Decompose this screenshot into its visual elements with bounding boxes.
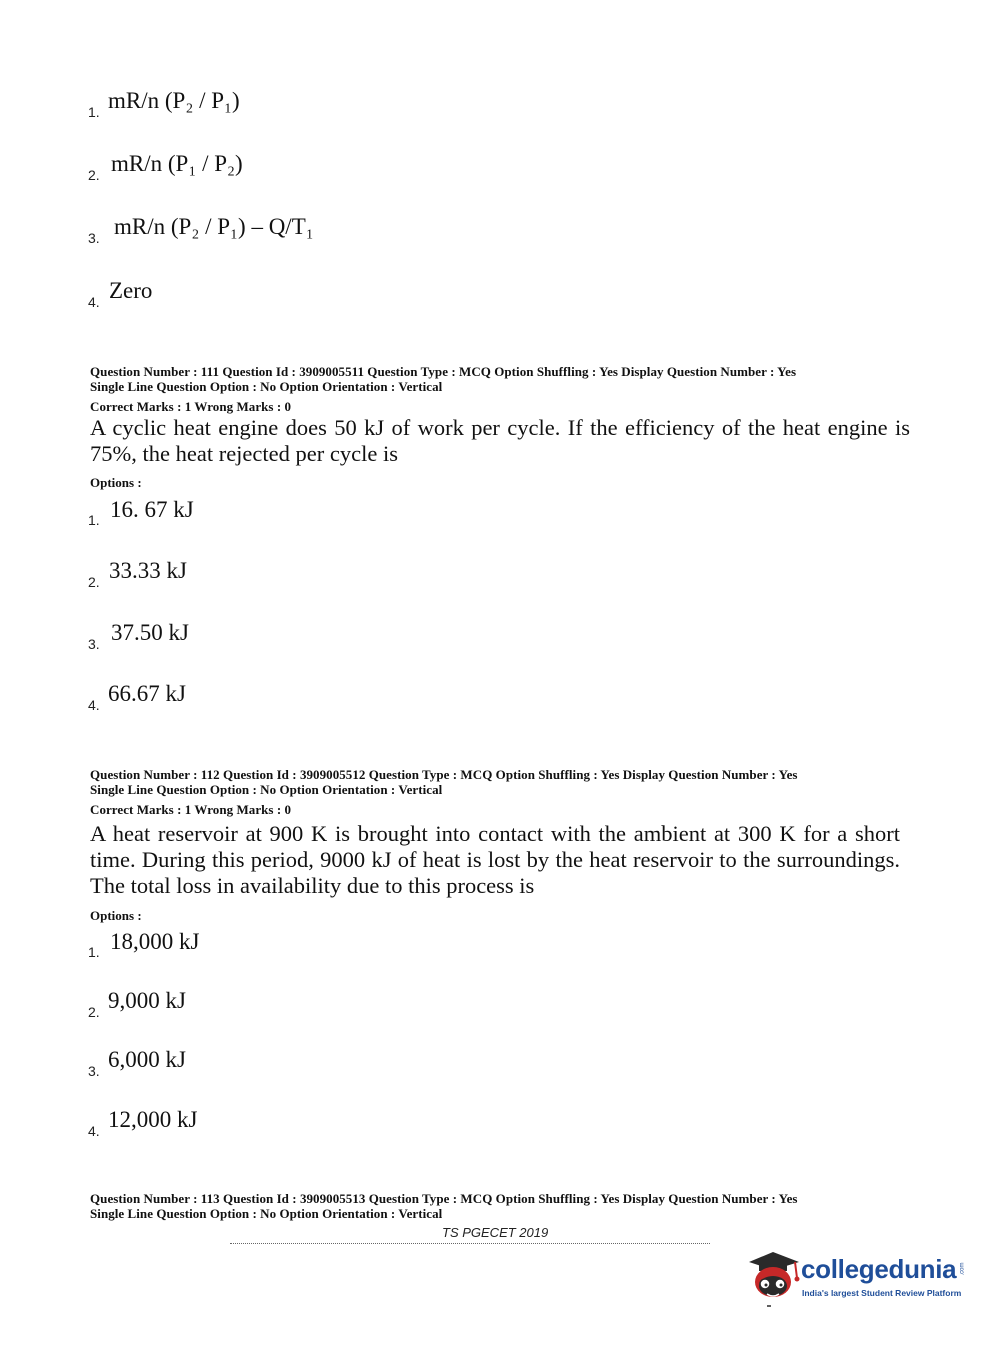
logo-tagline: India's largest Student Review Platform [802, 1288, 962, 1298]
option-number: 1. [88, 512, 100, 528]
question-meta-line1: Question Number : 112 Question Id : 3909005512 Question Type : MCQ Option Shuffling : Yes Display Question Number : Yes [90, 767, 798, 782]
option-number: 4. [88, 294, 100, 310]
option-text: 9,000 kJ [108, 988, 186, 1013]
option-text: mR/n (P₁ / P₂) [111, 151, 243, 176]
option-number: 3. [88, 636, 100, 652]
question-text: A cyclic heat engine does 50 kJ of work per cycle. If the efficiency of the heat engine is 75%, the heat rejected per cycle is [90, 415, 910, 466]
option-text: 16. 67 kJ [110, 497, 194, 522]
logo-wordmark: collegedunia [801, 1254, 957, 1284]
question-meta-line1: Question Number : 113 Question Id : 3909005513 Question Type : MCQ Option Shuffling : Yes Display Question Number : Yes [90, 1191, 798, 1206]
option-text: 6,000 kJ [108, 1047, 186, 1072]
option-number: 2. [88, 1004, 100, 1020]
option-number: 2. [88, 574, 100, 590]
option-number: 1. [88, 944, 100, 960]
question-meta-line2: Single Line Question Option : No Option Orientation : Vertical [90, 782, 443, 797]
option-text: 12,000 kJ [108, 1107, 198, 1132]
option-number: 3. [88, 230, 100, 246]
option-number: 4. [88, 697, 100, 713]
question-marks: Correct Marks : 1 Wrong Marks : 0 [90, 399, 292, 414]
question-meta-line2: Single Line Question Option : No Option Orientation : Vertical [90, 1206, 443, 1221]
option-text: 66.67 kJ [108, 681, 186, 706]
option-number: 2. [88, 167, 100, 183]
option-text: mR/n (P₂ / P₁) [108, 88, 240, 113]
graduate-mascot-icon [745, 1248, 801, 1310]
question-meta-line2: Single Line Question Option : No Option Orientation : Vertical [90, 379, 443, 394]
page-footer: TS PGECET 2019 [442, 1225, 549, 1240]
option-text: Zero [109, 278, 153, 303]
option-number: 4. [88, 1123, 100, 1139]
options-label: Options : [90, 908, 142, 923]
collegedunia-logo [745, 1248, 975, 1310]
option-text: 33.33 kJ [109, 558, 187, 583]
footer-divider [230, 1243, 710, 1246]
logo-suffix: .com [959, 1262, 966, 1276]
option-text: 37.50 kJ [111, 620, 189, 645]
question-marks: Correct Marks : 1 Wrong Marks : 0 [90, 802, 292, 817]
option-text: mR/n (P₂ / P₁) – Q/T₁ [114, 214, 314, 239]
option-text: 18,000 kJ [110, 929, 200, 954]
option-number: 3. [88, 1063, 100, 1079]
options-label: Options : [90, 475, 142, 490]
question-meta-line1: Question Number : 111 Question Id : 3909005511 Question Type : MCQ Option Shuffling : Yes Display Question Number : Yes [90, 364, 797, 379]
option-number: 1. [88, 104, 100, 120]
question-text: A heat reservoir at 900 K is brought into contact with the ambient at 300 K for a short time. During this period, 9000 kJ of heat is lost by the heat reservoir to the surroundings. The total loss in availability due to this process is [90, 821, 900, 898]
